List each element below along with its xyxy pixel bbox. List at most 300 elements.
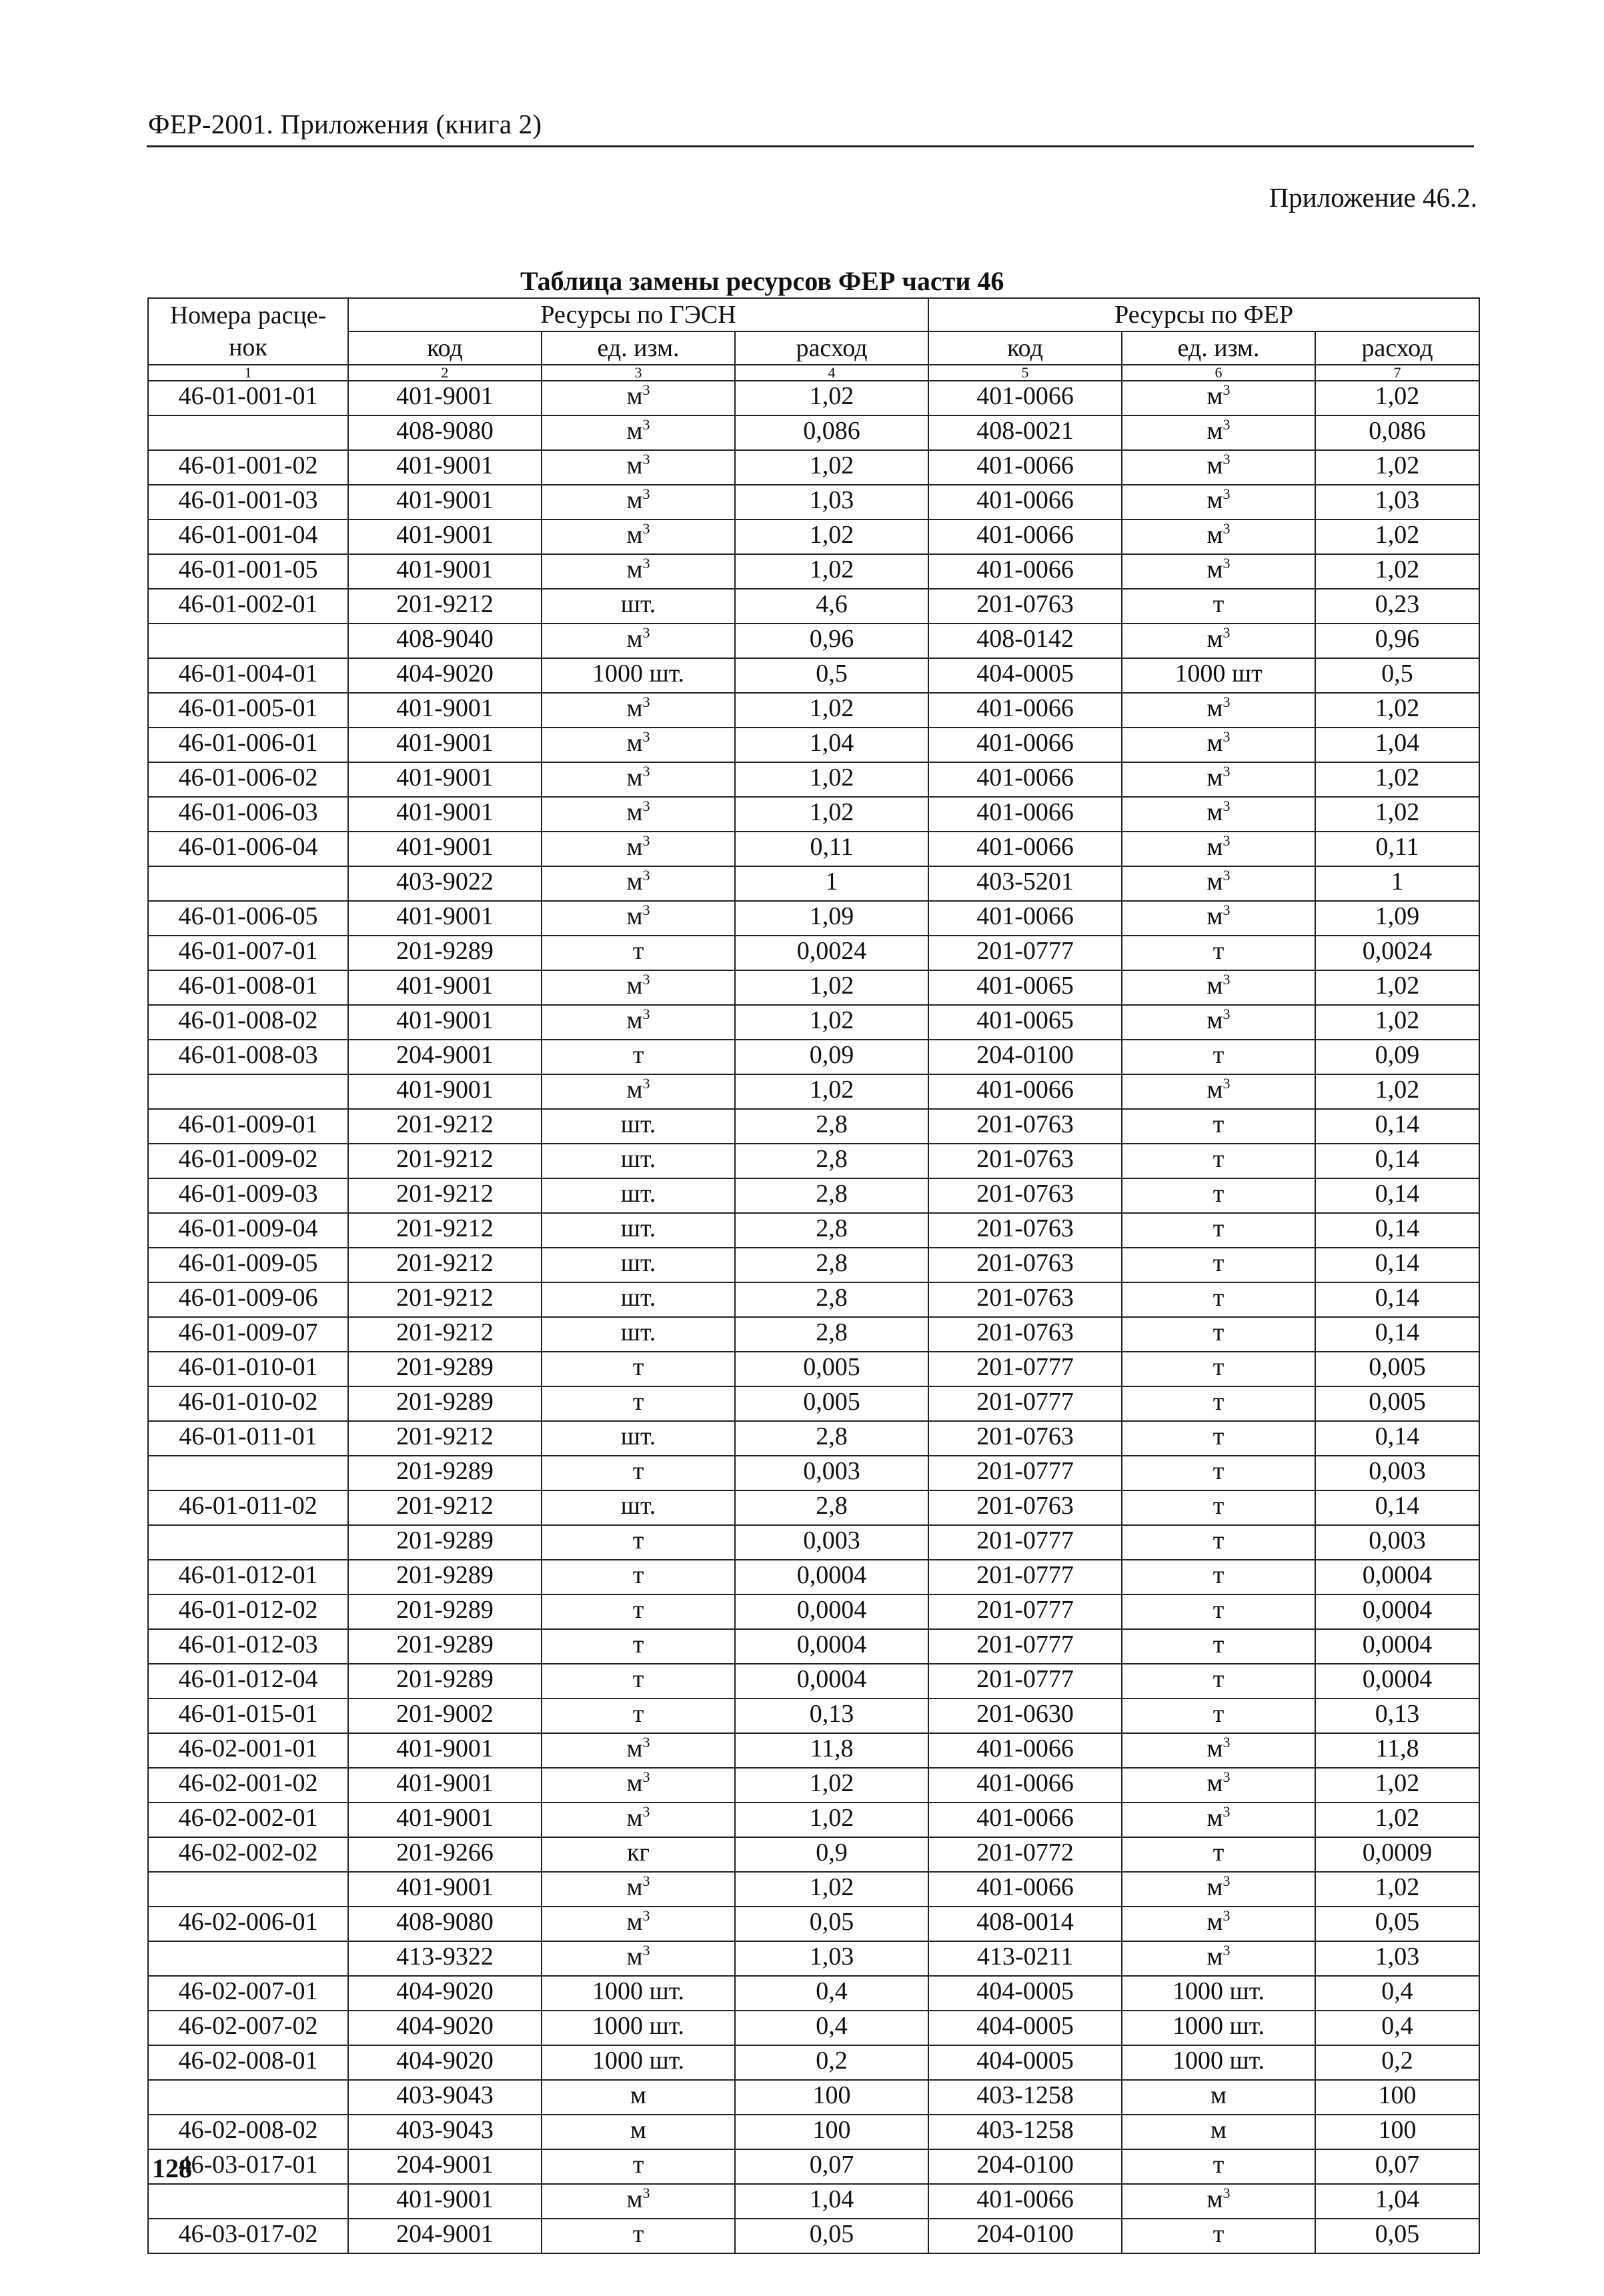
fer-unit-cell-text: м <box>1207 1943 1223 1971</box>
fer-unit-cell <box>1122 519 1315 554</box>
fer-unit-cell-exponent: 3 <box>1223 1734 1231 1751</box>
gesn-amount-cell: 0,05 <box>735 1907 928 1941</box>
fer-code-cell: 401-0066 <box>928 762 1122 797</box>
fer-unit-cell-exponent: 3 <box>1223 485 1231 502</box>
fer-unit-cell-exponent: 3 <box>1223 902 1231 918</box>
appendix-label: Приложение 46.2. <box>1269 182 1477 213</box>
gesn-amount-cell: 1,03 <box>735 485 928 519</box>
gesn-unit-cell <box>542 1525 735 1560</box>
gesn-amount-cell: 100 <box>735 2080 928 2115</box>
rate-number-cell: 46-01-001-05 <box>148 554 348 589</box>
fer-unit-cell-text: м <box>1207 1769 1223 1797</box>
table-row <box>148 2045 1479 2080</box>
fer-unit-cell-text: м <box>1207 417 1223 445</box>
fer-code-cell: 401-0066 <box>928 1768 1122 1803</box>
column-number: 6 <box>1122 365 1315 381</box>
fer-unit-cell <box>1122 762 1315 797</box>
fer-unit-cell-text: м <box>1207 833 1223 861</box>
table-row <box>148 1074 1479 1109</box>
fer-unit-cell <box>1122 728 1315 762</box>
fer-unit-cell-text: т <box>1213 1180 1225 1208</box>
rate-number-cell <box>148 2080 348 2115</box>
gesn-code-cell: 401-9001 <box>348 1733 542 1768</box>
table-row <box>148 1941 1479 1976</box>
table-row <box>148 554 1479 589</box>
gesn-code-cell: 404-9020 <box>348 2011 542 2045</box>
fer-unit-cell-text: 1000 шт. <box>1172 2047 1265 2075</box>
fer-unit-cell <box>1122 1005 1315 1040</box>
gesn-amount-cell: 0,11 <box>735 832 928 866</box>
fer-unit-cell <box>1122 1040 1315 1074</box>
fer-unit-cell <box>1122 1213 1315 1248</box>
fer-amount-header: расход <box>1315 331 1479 365</box>
fer-unit-cell-text: т <box>1213 1665 1225 1693</box>
fer-amount-cell: 0,2 <box>1315 2045 1479 2080</box>
column-number: 4 <box>735 365 928 381</box>
gesn-unit-cell <box>542 2149 735 2184</box>
fer-code-cell: 403-5201 <box>928 866 1122 901</box>
gesn-amount-cell: 0,003 <box>735 1456 928 1490</box>
gesn-unit-cell <box>542 2080 735 2115</box>
fer-code-cell: 401-0066 <box>928 519 1122 554</box>
table-body <box>148 381 1479 2253</box>
gesn-code-cell: 408-9080 <box>348 415 542 450</box>
fer-unit-cell-text: 1000 шт <box>1174 660 1263 688</box>
fer-unit-cell-exponent: 3 <box>1223 694 1231 710</box>
fer-unit-cell-text: м <box>1211 2116 1227 2144</box>
fer-unit-cell <box>1122 381 1315 415</box>
gesn-code-cell: 401-9001 <box>348 693 542 728</box>
fer-unit-cell-text: т <box>1213 937 1225 965</box>
gesn-unit-cell <box>542 519 735 554</box>
gesn-code-cell: 201-9289 <box>348 1456 542 1490</box>
rate-number-cell: 46-01-008-03 <box>148 1040 348 1074</box>
fer-code-header: код <box>928 331 1122 365</box>
gesn-code-cell: 401-9001 <box>348 519 542 554</box>
fer-unit-cell <box>1122 1490 1315 1525</box>
gesn-unit-cell <box>542 1421 735 1456</box>
gesn-resources-header: Ресурсы по ГЭСН <box>348 298 928 331</box>
gesn-code-cell: 201-9212 <box>348 1421 542 1456</box>
gesn-unit-cell-text: шт. <box>620 1249 656 1277</box>
gesn-unit-cell <box>542 970 735 1005</box>
gesn-code-cell: 201-9212 <box>348 1317 542 1352</box>
gesn-unit-cell-exponent: 3 <box>642 624 650 641</box>
fer-unit-cell-exponent: 3 <box>1223 555 1231 571</box>
fer-amount-cell: 0,005 <box>1315 1352 1479 1386</box>
table-row <box>148 589 1479 624</box>
fer-amount-cell: 0,14 <box>1315 1144 1479 1178</box>
gesn-unit-cell <box>542 1664 735 1698</box>
table-row <box>148 1698 1479 1733</box>
fer-unit-cell <box>1122 1248 1315 1282</box>
fer-code-cell: 401-0066 <box>928 728 1122 762</box>
gesn-unit-cell-exponent: 3 <box>642 798 650 814</box>
gesn-unit-cell-text: м <box>626 694 643 722</box>
gesn-unit-cell <box>542 2115 735 2149</box>
gesn-code-cell: 201-9212 <box>348 1144 542 1178</box>
gesn-unit-cell <box>542 1109 735 1144</box>
gesn-unit-cell-text: т <box>632 2220 644 2248</box>
fer-amount-cell: 0,003 <box>1315 1525 1479 1560</box>
gesn-unit-cell-text: м <box>630 2116 647 2144</box>
gesn-unit-cell-text: т <box>632 1526 644 1554</box>
fer-amount-cell: 0,14 <box>1315 1282 1479 1317</box>
fer-amount-cell: 0,14 <box>1315 1178 1479 1213</box>
gesn-unit-cell <box>542 866 735 901</box>
rate-number-cell: 46-01-006-05 <box>148 901 348 936</box>
fer-unit-cell-text: т <box>1213 1353 1225 1381</box>
fer-code-cell: 201-0763 <box>928 1421 1122 1456</box>
fer-unit-cell-exponent: 3 <box>1223 1769 1231 1785</box>
gesn-unit-cell-text: 1000 шт. <box>592 2047 684 2075</box>
gesn-unit-cell-text: шт. <box>620 1492 656 1520</box>
resource-replacement-table <box>147 297 1480 2254</box>
gesn-unit-cell-text: 1000 шт. <box>592 660 684 688</box>
gesn-unit-cell <box>542 2184 735 2219</box>
rate-number-cell: 46-01-009-05 <box>148 1248 348 1282</box>
gesn-unit-cell-exponent: 3 <box>642 485 650 502</box>
rate-number-cell: 46-01-009-07 <box>148 1317 348 1352</box>
fer-unit-cell <box>1122 1941 1315 1976</box>
fer-unit-cell-text: т <box>1213 1839 1225 1867</box>
gesn-code-cell: 201-9289 <box>348 1664 542 1698</box>
gesn-amount-cell: 0,0004 <box>735 1560 928 1594</box>
fer-unit-cell-text: м <box>1207 972 1223 1000</box>
fer-unit-cell <box>1122 2184 1315 2219</box>
gesn-unit-cell <box>542 728 735 762</box>
gesn-unit-cell-text: м <box>626 2185 643 2213</box>
gesn-unit-cell-text: т <box>632 1665 644 1693</box>
gesn-unit-cell-exponent: 3 <box>642 1075 650 1092</box>
gesn-unit-cell-text: шт. <box>620 590 656 618</box>
fer-amount-cell: 0,0004 <box>1315 1560 1479 1594</box>
gesn-amount-cell: 0,09 <box>735 1040 928 1074</box>
gesn-code-cell: 401-9001 <box>348 1803 542 1837</box>
gesn-unit-cell <box>542 693 735 728</box>
fer-code-cell: 201-0777 <box>928 1629 1122 1664</box>
fer-amount-cell: 100 <box>1315 2080 1479 2115</box>
table-row <box>148 2184 1479 2219</box>
fer-amount-cell: 11,8 <box>1315 1733 1479 1768</box>
fer-code-cell: 201-0763 <box>928 589 1122 624</box>
fer-unit-cell <box>1122 1907 1315 1941</box>
gesn-amount-cell: 0,05 <box>735 2219 928 2253</box>
gesn-unit-cell-text: м <box>630 2081 647 2109</box>
fer-amount-cell: 0,0004 <box>1315 1664 1479 1698</box>
gesn-code-cell: 401-9001 <box>348 381 542 415</box>
fer-resources-header: Ресурсы по ФЕР <box>928 298 1479 331</box>
rate-number-cell <box>148 866 348 901</box>
gesn-amount-cell: 0,003 <box>735 1525 928 1560</box>
gesn-unit-cell <box>542 936 735 970</box>
gesn-unit-cell-exponent: 3 <box>642 694 650 710</box>
gesn-unit-cell-exponent: 3 <box>642 451 650 467</box>
fer-unit-cell-text: т <box>1213 1145 1225 1173</box>
gesn-unit-cell <box>542 1976 735 2011</box>
fer-unit-cell-text: 1000 шт. <box>1172 2012 1265 2040</box>
fer-unit-cell <box>1122 936 1315 970</box>
fer-unit-cell-exponent: 3 <box>1223 381 1231 398</box>
fer-amount-cell: 0,13 <box>1315 1698 1479 1733</box>
fer-code-cell: 401-0066 <box>928 450 1122 485</box>
fer-code-cell: 401-0066 <box>928 1733 1122 1768</box>
gesn-code-cell: 401-9001 <box>348 1768 542 1803</box>
gesn-unit-cell-text: м <box>626 417 643 445</box>
fer-unit-cell-text: м <box>1207 729 1223 757</box>
fer-unit-cell <box>1122 1768 1315 1803</box>
gesn-unit-cell-exponent: 3 <box>642 416 650 433</box>
fer-amount-cell: 100 <box>1315 2115 1479 2149</box>
gesn-unit-cell <box>542 1282 735 1317</box>
gesn-unit-cell <box>542 1386 735 1421</box>
table-title: Таблица замены ресурсов ФЕР части 46 <box>520 266 1004 296</box>
gesn-amount-cell: 2,8 <box>735 1178 928 1213</box>
gesn-code-cell: 401-9001 <box>348 762 542 797</box>
gesn-amount-cell: 0,07 <box>735 2149 928 2184</box>
gesn-unit-cell-text: шт. <box>620 1180 656 1208</box>
fer-unit-cell <box>1122 1698 1315 1733</box>
gesn-unit-cell-text: м <box>626 902 643 930</box>
gesn-unit-cell <box>542 1040 735 1074</box>
gesn-code-cell: 401-9001 <box>348 832 542 866</box>
rate-number-cell: 46-02-006-01 <box>148 1907 348 1941</box>
table-row <box>148 693 1479 728</box>
gesn-unit-cell-text: м <box>626 729 643 757</box>
gesn-amount-cell: 0,0024 <box>735 936 928 970</box>
fer-unit-cell-text: т <box>1213 1041 1225 1069</box>
fer-unit-cell-text: т <box>1213 1388 1225 1416</box>
table-row <box>148 1560 1479 1594</box>
gesn-unit-cell-exponent: 3 <box>642 1803 650 1820</box>
gesn-unit-cell-exponent: 3 <box>642 1873 650 1889</box>
rate-number-cell <box>148 1074 348 1109</box>
gesn-amount-cell: 0,0004 <box>735 1664 928 1698</box>
fer-unit-cell-text: м <box>1207 902 1223 930</box>
fer-amount-cell: 1,02 <box>1315 1803 1479 1837</box>
table-row <box>148 1040 1479 1074</box>
gesn-unit-cell-text: шт. <box>620 1145 656 1173</box>
gesn-amount-cell: 2,8 <box>735 1421 928 1456</box>
gesn-amount-cell: 0,4 <box>735 1976 928 2011</box>
rate-number-cell: 46-01-001-03 <box>148 485 348 519</box>
gesn-code-cell: 201-9002 <box>348 1698 542 1733</box>
fer-code-cell: 201-0763 <box>928 1248 1122 1282</box>
gesn-amount-cell: 0,086 <box>735 415 928 450</box>
fer-unit-cell-text: м <box>1207 625 1223 653</box>
fer-unit-cell-exponent: 3 <box>1223 1942 1231 1959</box>
fer-amount-cell: 1,02 <box>1315 1074 1479 1109</box>
fer-unit-cell-text: м <box>1207 451 1223 479</box>
fer-code-cell: 401-0066 <box>928 1803 1122 1837</box>
fer-unit-cell <box>1122 1560 1315 1594</box>
gesn-amount-cell: 2,8 <box>735 1213 928 1248</box>
table-row <box>148 485 1479 519</box>
fer-unit-cell <box>1122 2219 1315 2253</box>
fer-code-cell: 408-0014 <box>928 1907 1122 1941</box>
gesn-code-cell: 201-9289 <box>348 1594 542 1629</box>
fer-code-cell: 401-0065 <box>928 1005 1122 1040</box>
gesn-unit-cell <box>542 762 735 797</box>
gesn-code-cell: 201-9212 <box>348 1178 542 1213</box>
gesn-amount-cell: 1,09 <box>735 901 928 936</box>
gesn-unit-cell-exponent: 3 <box>642 381 650 398</box>
gesn-unit-cell-text: шт. <box>620 1422 656 1450</box>
fer-code-cell: 201-0777 <box>928 1352 1122 1386</box>
gesn-amount-cell: 0,96 <box>735 624 928 658</box>
fer-amount-cell: 0,086 <box>1315 415 1479 450</box>
rate-number-cell: 46-01-001-01 <box>148 381 348 415</box>
fer-unit-cell-text: т <box>1213 1457 1225 1485</box>
fer-amount-cell: 0,14 <box>1315 1109 1479 1144</box>
gesn-unit-cell-exponent: 3 <box>642 971 650 988</box>
gesn-unit-cell-text: м <box>626 1735 643 1763</box>
fer-code-cell: 204-0100 <box>928 2219 1122 2253</box>
gesn-amount-cell: 0,2 <box>735 2045 928 2080</box>
gesn-unit-cell <box>542 1074 735 1109</box>
gesn-unit-cell <box>542 1248 735 1282</box>
fer-unit-cell-exponent: 3 <box>1223 416 1231 433</box>
gesn-code-cell: 204-9001 <box>348 2149 542 2184</box>
fer-unit-cell-text: т <box>1213 1318 1225 1346</box>
fer-unit-cell <box>1122 1872 1315 1907</box>
fer-code-cell: 201-0763 <box>928 1144 1122 1178</box>
fer-code-cell: 401-0066 <box>928 1074 1122 1109</box>
table-row <box>148 762 1479 797</box>
table-row <box>148 2080 1479 2115</box>
table-row <box>148 832 1479 866</box>
fer-code-cell: 404-0005 <box>928 2011 1122 2045</box>
fer-amount-cell: 1,02 <box>1315 554 1479 589</box>
gesn-amount-cell: 2,8 <box>735 1109 928 1144</box>
gesn-amount-cell: 1,02 <box>735 797 928 832</box>
fer-unit-cell-exponent: 3 <box>1223 971 1231 988</box>
gesn-code-cell: 201-9289 <box>348 1629 542 1664</box>
rate-number-cell: 46-01-001-04 <box>148 519 348 554</box>
fer-unit-cell-text: м <box>1207 486 1223 514</box>
rate-number-cell: 46-01-009-06 <box>148 1282 348 1317</box>
rate-number-cell: 46-02-007-02 <box>148 2011 348 2045</box>
rate-number-cell: 46-01-011-01 <box>148 1421 348 1456</box>
gesn-unit-cell-text: м <box>626 798 643 826</box>
gesn-unit-cell-text: м <box>626 1943 643 1971</box>
gesn-code-cell: 401-9001 <box>348 1872 542 1907</box>
gesn-code-cell: 401-9001 <box>348 1005 542 1040</box>
gesn-unit-cell-text: т <box>632 1561 644 1589</box>
gesn-amount-cell: 1,02 <box>735 1872 928 1907</box>
gesn-code-cell: 404-9020 <box>348 2045 542 2080</box>
fer-unit-cell <box>1122 1386 1315 1421</box>
gesn-unit-cell-exponent: 3 <box>642 1907 650 1924</box>
fer-amount-cell: 1,02 <box>1315 381 1479 415</box>
gesn-amount-cell: 100 <box>735 2115 928 2149</box>
rate-number-cell <box>148 2184 348 2219</box>
gesn-unit-cell <box>542 2011 735 2045</box>
fer-unit-header: ед. изм. <box>1122 331 1315 365</box>
gesn-unit-cell <box>542 450 735 485</box>
gesn-unit-cell <box>542 1317 735 1352</box>
table-row <box>148 1976 1479 2011</box>
fer-unit-cell <box>1122 970 1315 1005</box>
rate-number-cell: 46-01-012-03 <box>148 1629 348 1664</box>
table-row <box>148 1248 1479 1282</box>
gesn-code-cell: 401-9001 <box>348 554 542 589</box>
gesn-code-cell: 401-9001 <box>348 485 542 519</box>
fer-amount-cell: 0,11 <box>1315 832 1479 866</box>
fer-unit-cell <box>1122 2011 1315 2045</box>
fer-unit-cell-text: т <box>1213 1110 1225 1138</box>
fer-unit-cell <box>1122 415 1315 450</box>
gesn-amount-cell: 2,8 <box>735 1144 928 1178</box>
gesn-code-header: код <box>348 331 542 365</box>
gesn-unit-cell-text: кг <box>626 1839 650 1867</box>
column-number: 5 <box>928 365 1122 381</box>
fer-unit-cell-text: м <box>1207 1908 1223 1936</box>
rate-number-cell: 46-02-002-02 <box>148 1837 348 1872</box>
table-row <box>148 1733 1479 1768</box>
fer-unit-cell <box>1122 1282 1315 1317</box>
fer-amount-cell: 0,96 <box>1315 624 1479 658</box>
fer-code-cell: 401-0066 <box>928 797 1122 832</box>
fer-unit-cell <box>1122 1317 1315 1352</box>
gesn-unit-cell-text: 1000 шт. <box>592 1977 684 2005</box>
rate-number-cell: 46-01-010-01 <box>148 1352 348 1386</box>
rate-number-cell: 46-02-008-02 <box>148 2115 348 2149</box>
gesn-code-cell: 201-9212 <box>348 1490 542 1525</box>
table-row <box>148 1664 1479 1698</box>
fer-amount-cell: 1,03 <box>1315 485 1479 519</box>
fer-code-cell: 204-0100 <box>928 1040 1122 1074</box>
gesn-unit-cell <box>542 1560 735 1594</box>
fer-unit-cell <box>1122 485 1315 519</box>
table-row <box>148 797 1479 832</box>
fer-unit-cell-exponent: 3 <box>1223 1006 1231 1022</box>
fer-unit-cell-exponent: 3 <box>1223 1873 1231 1889</box>
fer-code-cell: 201-0772 <box>928 1837 1122 1872</box>
rate-number-cell: 46-01-004-01 <box>148 658 348 693</box>
fer-code-cell: 201-0763 <box>928 1178 1122 1213</box>
gesn-unit-cell-text: м <box>626 833 643 861</box>
gesn-code-cell: 401-9001 <box>348 901 542 936</box>
fer-code-cell: 401-0066 <box>928 485 1122 519</box>
fer-unit-cell-exponent: 3 <box>1223 867 1231 884</box>
fer-amount-cell: 1,02 <box>1315 450 1479 485</box>
rate-number-cell <box>148 1525 348 1560</box>
gesn-unit-cell-exponent: 3 <box>642 832 650 849</box>
gesn-code-cell: 404-9020 <box>348 658 542 693</box>
fer-unit-cell <box>1122 1074 1315 1109</box>
fer-unit-cell-text: т <box>1213 590 1225 618</box>
gesn-unit-cell <box>542 1490 735 1525</box>
fer-code-cell: 204-0100 <box>928 2149 1122 2184</box>
gesn-amount-cell: 1,02 <box>735 519 928 554</box>
fer-unit-cell <box>1122 624 1315 658</box>
fer-code-cell: 401-0066 <box>928 693 1122 728</box>
rate-number-cell: 46-02-002-01 <box>148 1803 348 1837</box>
gesn-unit-cell-exponent: 3 <box>642 763 650 780</box>
fer-unit-cell-exponent: 3 <box>1223 798 1231 814</box>
column-number: 7 <box>1315 365 1479 381</box>
gesn-unit-cell-text: м <box>626 764 643 792</box>
fer-code-cell: 401-0066 <box>928 1872 1122 1907</box>
rate-number-cell: 46-01-006-03 <box>148 797 348 832</box>
rate-number-cell: 46-01-001-02 <box>148 450 348 485</box>
fer-code-cell: 201-0763 <box>928 1213 1122 1248</box>
fer-unit-cell <box>1122 693 1315 728</box>
fer-amount-cell: 0,23 <box>1315 589 1479 624</box>
gesn-unit-cell-text: т <box>632 1596 644 1624</box>
gesn-unit-cell-text: м <box>626 1804 643 1832</box>
